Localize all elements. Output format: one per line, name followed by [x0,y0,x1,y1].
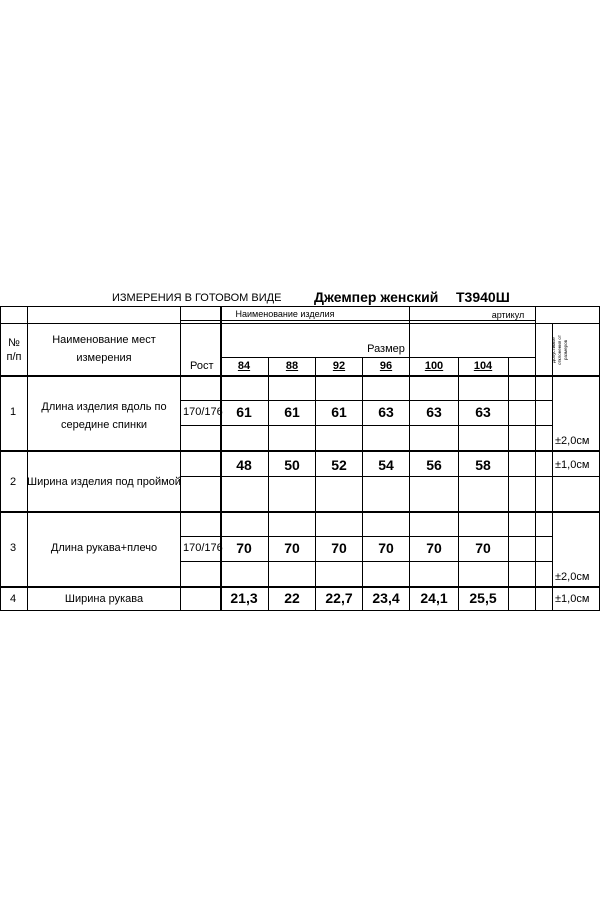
value-cell: 70 [475,540,491,556]
grid-line [0,306,600,307]
grid-line [180,425,552,426]
product-name: Джемпер женский [314,289,439,305]
grid-line [0,610,600,611]
value-cell: 48 [236,457,252,473]
size-label: 104 [473,360,493,372]
grid-line [0,450,600,452]
article-caption: артикул [491,310,525,320]
article-code: Т3940Ш [456,289,510,305]
size-label: 100 [424,360,444,372]
value-cell: 50 [284,457,300,473]
grid-line [508,357,509,611]
col-name-header: Наименование мест измерения [52,334,156,364]
value-cell: 25,5 [469,590,497,606]
grid-line [180,320,535,321]
grid-line [535,306,536,611]
value-cell: 24,1 [420,590,448,606]
measure-title: ИЗМЕРЕНИЯ В ГОТОВОМ ВИДЕ [112,292,282,304]
value-cell: 54 [378,457,394,473]
grid-line [180,476,600,477]
grid-line [180,306,181,611]
value-cell: 22 [284,590,300,606]
value-cell: 61 [284,404,300,420]
row-tolerance: ±2,0см [555,571,590,583]
grid-line [27,306,28,611]
col-number-header: № п/п [6,337,22,363]
value-cell: 70 [378,540,394,556]
grid-line [0,306,1,611]
value-cell: 21,3 [230,590,258,606]
row-tolerance: ±2,0см [555,435,590,447]
size-label: 92 [332,360,346,372]
value-cell: 56 [426,457,442,473]
value-cell: 63 [475,404,491,420]
grid-line [458,357,459,611]
grid-line [220,306,222,611]
value-cell: 70 [284,540,300,556]
row-tolerance: ±1,0см [555,459,590,471]
value-cell: 61 [331,404,347,420]
grid-line [180,536,552,537]
row-name: Ширина изделия под проймой [27,476,181,488]
row-name: Ширина рукава [64,593,144,605]
value-cell: 63 [426,404,442,420]
grid-line [409,306,410,611]
grid-line [268,357,269,611]
size-label: 96 [379,360,393,372]
grid-line [0,323,600,324]
size-label: 84 [237,360,251,372]
col-tolerance-header: Допустимые отклонения от размеров [551,335,568,365]
row-number: 3 [9,542,17,554]
row-name: Длина изделия вдоль по середине спинки [41,401,167,431]
value-cell: 70 [331,540,347,556]
value-cell: 61 [236,404,252,420]
value-cell: 70 [426,540,442,556]
grid-line [0,586,600,588]
grid-line [0,511,600,513]
row-number: 1 [9,406,17,418]
value-cell: 22,7 [325,590,353,606]
size-label: 88 [285,360,299,372]
grid-line [0,375,600,377]
row-height: 170/176 [183,406,223,418]
grid-line [180,400,552,401]
value-cell: 63 [378,404,394,420]
row-height: 170/176 [183,542,223,554]
value-cell: 70 [236,540,252,556]
grid-line [315,357,316,611]
grid-line [362,357,363,611]
grid-line [180,561,552,562]
row-name: Длина рукава+плечо [50,542,158,554]
row-number: 2 [9,476,17,488]
product-caption: Наименование изделия [235,309,335,319]
col-height-header: Рост [190,360,214,372]
col-size-header: Размер [367,343,405,355]
value-cell: 52 [331,457,347,473]
value-cell: 23,4 [372,590,400,606]
row-number: 4 [9,593,17,605]
row-tolerance: ±1,0см [555,593,590,605]
value-cell: 58 [475,457,491,473]
